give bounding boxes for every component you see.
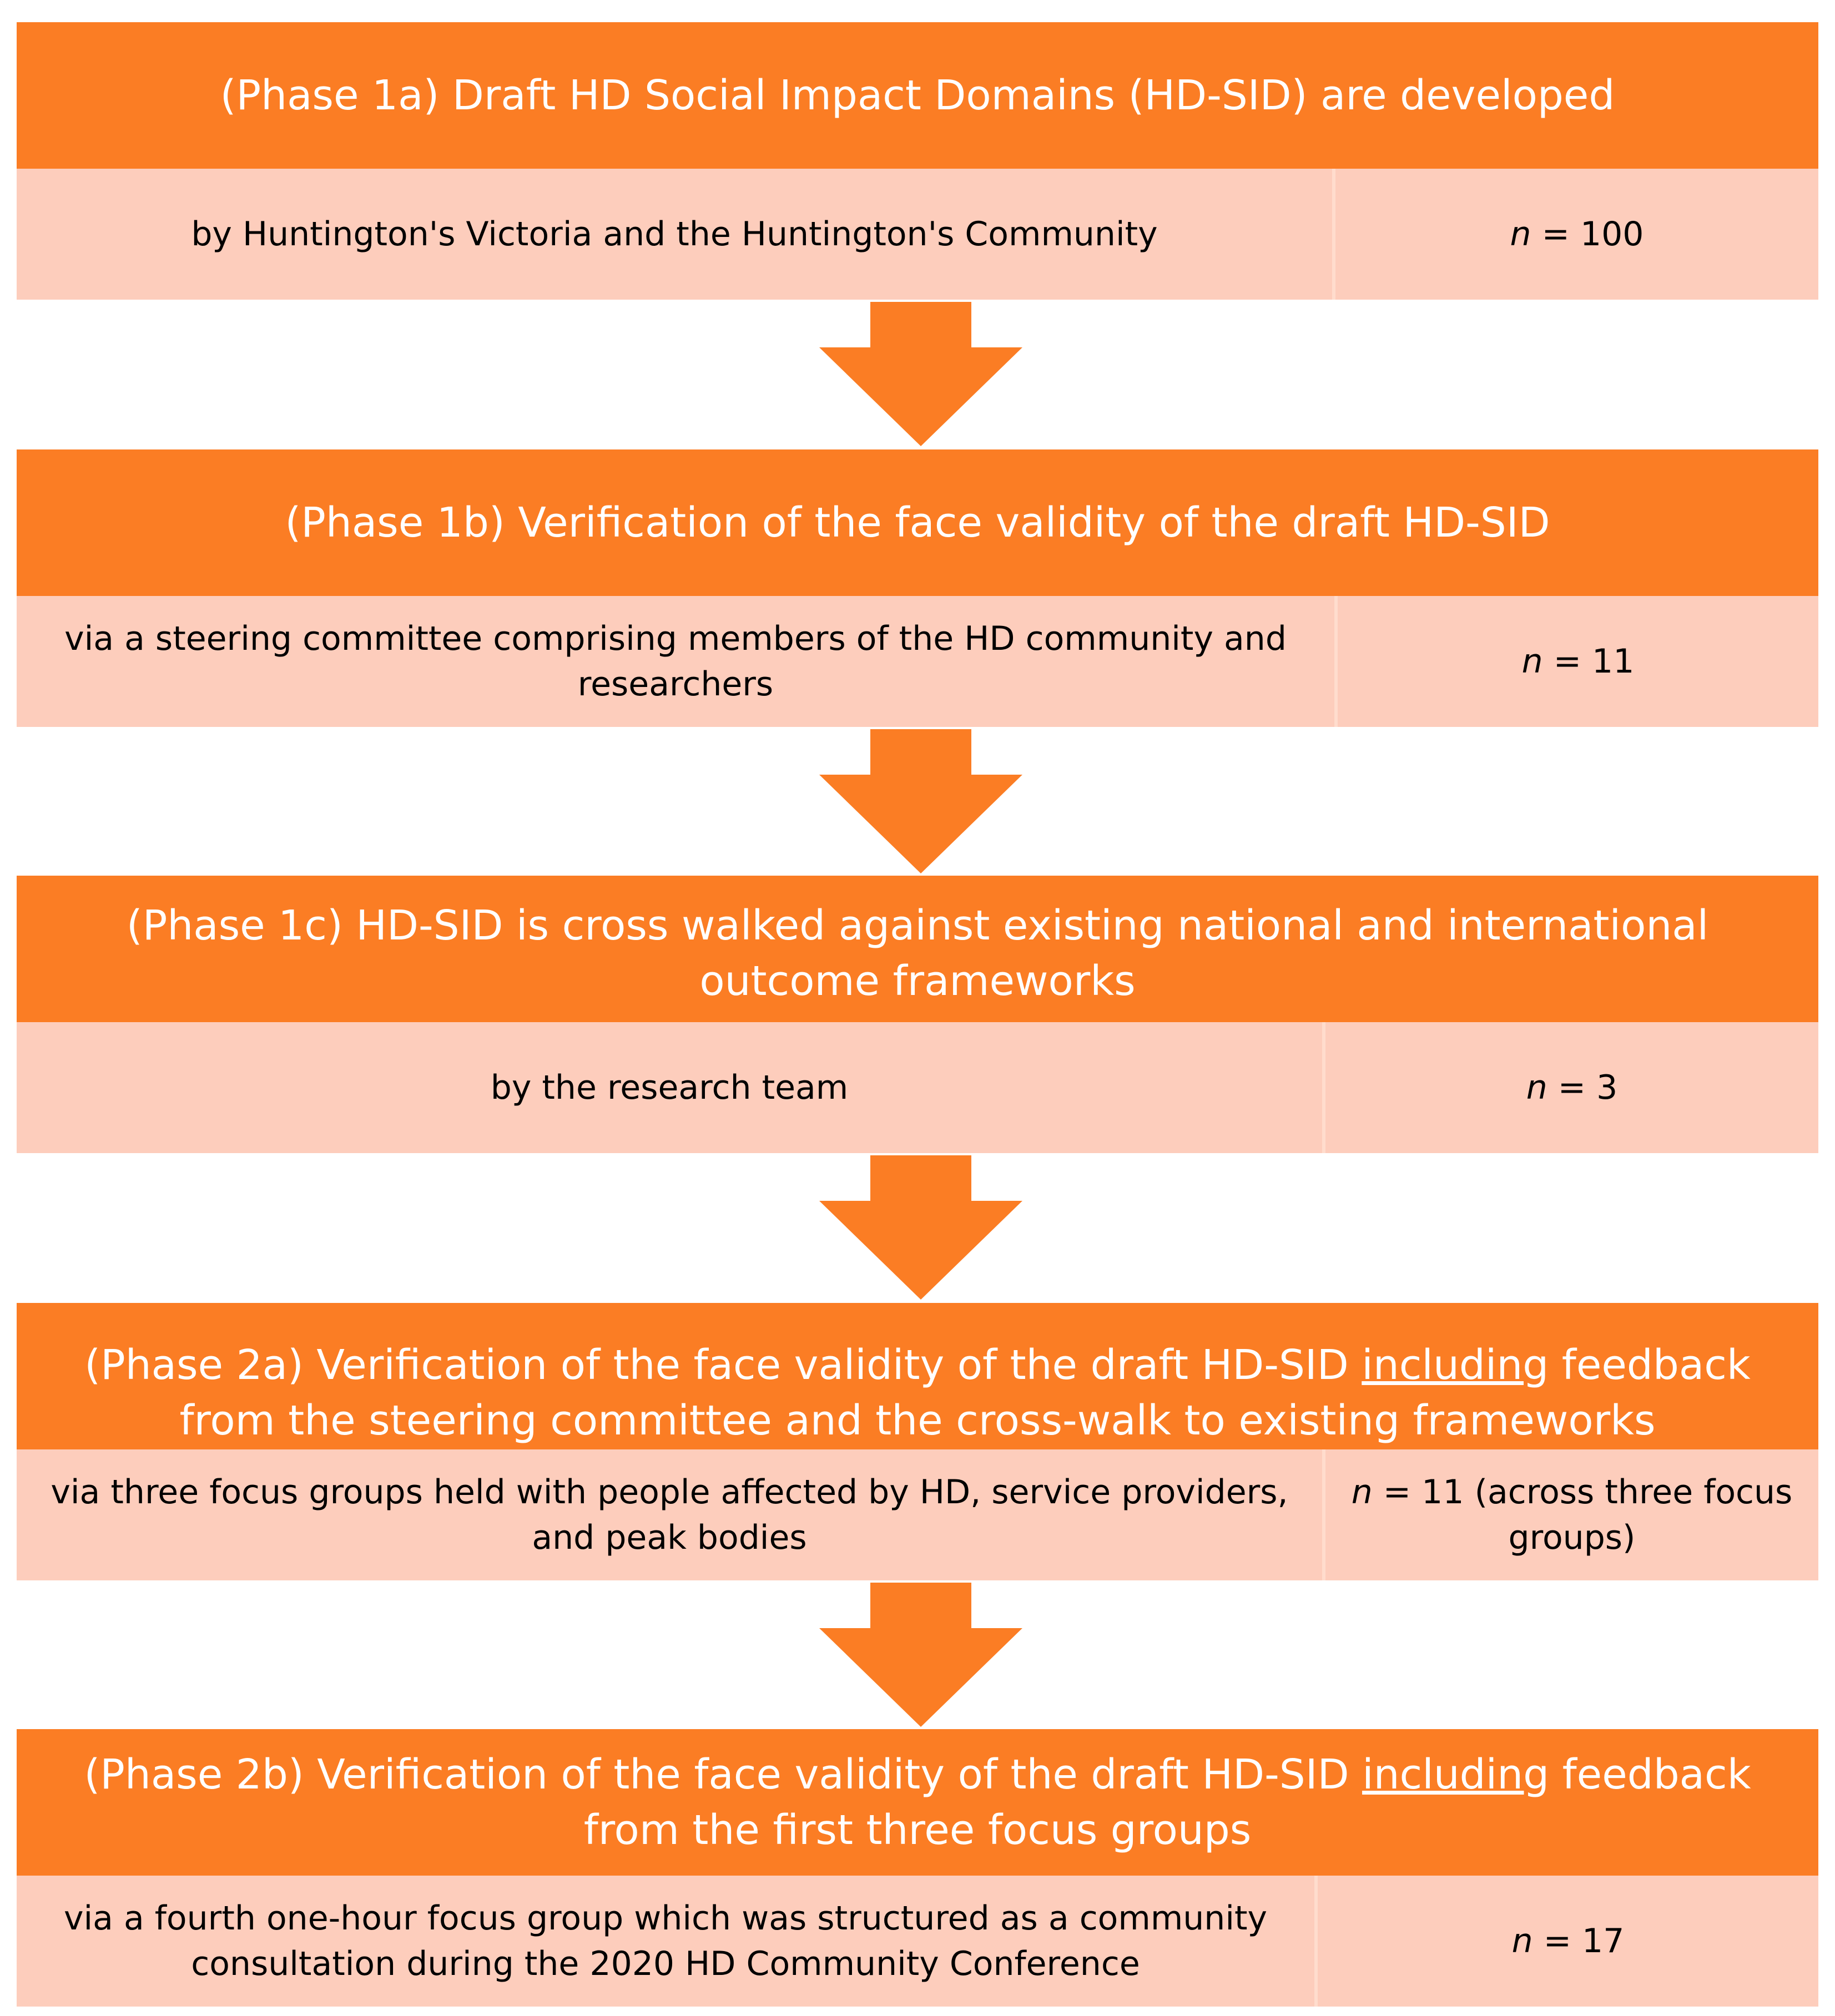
phase-1c-title: (Phase 1c) HD-SID is cross walked against existing national and international outcome frameworks [126,902,1709,1005]
phase-1c-description: by the research team [17,1022,1325,1153]
phase-2b-header [17,1729,1818,1876]
down-arrow-icon [819,1583,1022,1727]
phase-1c-header [17,876,1818,1022]
phase-1a-header [17,22,1818,169]
down-arrow-icon [819,302,1022,446]
phase-2a-details [17,1449,1818,1580]
sample-size-value: = 3 [1547,1068,1618,1107]
sample-size-value: = 11 [1542,642,1635,681]
phase-2a-header [17,1303,1818,1449]
phase-1b-header [17,449,1818,596]
phase-1a-sample-size [1335,169,1818,300]
phase-2b-details [17,1876,1818,2007]
phase-1a-title: (Phase 1a) Draft HD Social Impact Domains (HD-SID) are developed [220,72,1615,119]
phase-1a-description: by Huntington's Victoria and the Huntington's Community [17,169,1335,300]
down-arrow-icon [819,1155,1022,1300]
phase-1a-details [17,169,1818,300]
sample-size-value: = 17 [1532,1922,1625,1961]
phase-1c-box [17,876,1818,1153]
phase-2a-sample-size [1325,1449,1818,1580]
n-symbol: n [1526,1068,1547,1107]
phase-1b-title: (Phase 1b) Verification of the face validity of the draft HD-SID [285,499,1550,547]
phase-1b-sample-size [1338,596,1818,727]
sample-size-value: = 100 [1531,215,1644,254]
n-symbol: n [1351,1473,1373,1512]
n-symbol: n [1511,1922,1533,1961]
sample-size-value: = 11 (across three focus groups) [1372,1473,1793,1557]
phase-2b-title: (Phase 2b) Verification of the face validity of the draft HD-SID including feedback from the first three focus groups [84,1751,1751,1854]
phase-2b-sample-size [1318,1876,1818,2007]
phase-2b-description: via a fourth one-hour focus group which was structured as a community consultation during the 2020 HD Community Conference [17,1876,1318,2007]
underlined-word: including [1362,1751,1550,1798]
down-arrow-icon [819,729,1022,873]
phase-1c-details [17,1022,1818,1153]
phase-2b-box [17,1729,1818,2007]
phase-1b-description: via a steering committee comprising members of the HD community and researchers [17,596,1338,727]
phase-2a-description: via three focus groups held with people affected by HD, service providers, and peak bodies [17,1449,1325,1580]
phase-2a-box [17,1303,1818,1580]
n-symbol: n [1521,642,1543,681]
underlined-word: including [1362,1341,1549,1389]
phase-1b-box [17,449,1818,727]
n-symbol: n [1510,215,1531,254]
phase-1c-sample-size [1325,1022,1818,1153]
phase-2a-title: (Phase 2a) Verification of the face validity of the draft HD-SID including feedback from the steering committee and the cross-walk to existing frameworks [84,1341,1751,1444]
phase-1a-box [17,22,1818,300]
phase-1b-details [17,596,1818,727]
